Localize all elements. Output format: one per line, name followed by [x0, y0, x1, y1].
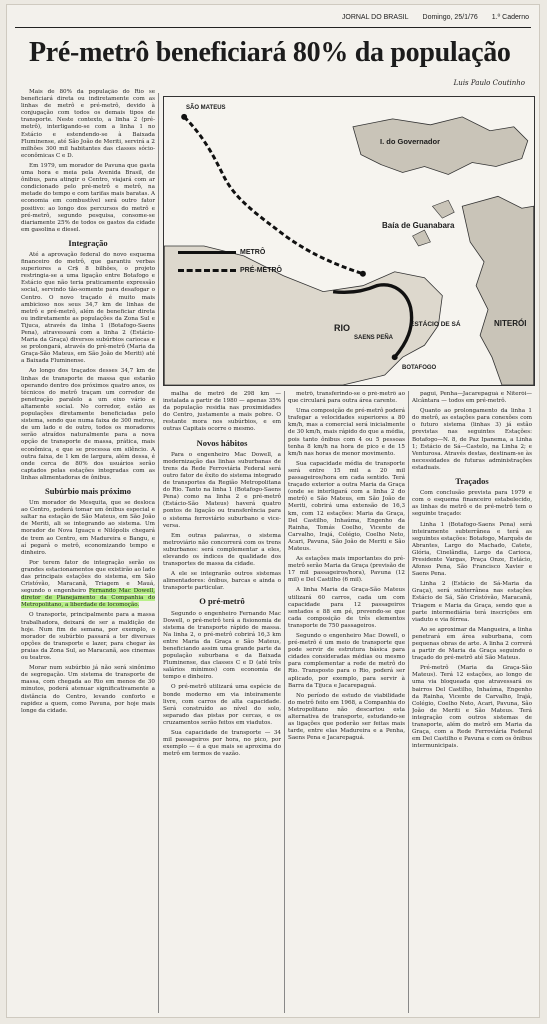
island — [413, 230, 431, 246]
paragraph: O transporte, principalmente para a massa trabalhadora, deixará de ser a maldição de hoje. Num fim de semana, por exemplo, o morador de subúrbio passará a ter diversas opções de transporte e lazer, para chegar às praias da Zona Sul, ao Maracanã, aos cinemas ou teatros. — [21, 612, 155, 662]
highlighted-text: Fernando Mac Dowell, diretor de Planejamento da Companhia do Metropolitano, a liberdade de locomoção. — [21, 588, 155, 609]
subheading-integracao: Integração — [68, 237, 108, 248]
paragraph: Ao se aproximar da Mangueira, a linha penetrará em área suburbana, com pequenas obras de arte. A linha 2 correrá a partir de Maria da Graça seguindo o traçado do pré-metrô até São Mateus. — [412, 626, 532, 662]
label-rio: RIO — [334, 323, 351, 333]
legend-premetro — [178, 267, 282, 274]
label-start: SÃO MATEUS — [186, 105, 226, 111]
column-divider — [284, 391, 285, 1013]
newspaper-page — [6, 4, 540, 1018]
masthead-section: 1.º Caderno — [491, 14, 529, 21]
legend-metro — [178, 249, 265, 256]
station-rio — [360, 271, 366, 277]
paragraph: Para o engenheiro Mac Dowell, a modernização das linhas suburbanas de trens da Rede Ferroviária Federal será outro fator de êxito do sistema integrado de transportes da Região Metropolitana do Rio. Tanto na linha 1 (Botafogo-Saens Pena) como na linha 2 e pré-metrô (Estácio-São Mateus) haverá quatro pontos de ligação ou transferência para o sistema ferroviário suburbano e vice-versa. — [163, 451, 281, 529]
masthead-date: Domingo, 25/1/76 — [422, 14, 478, 21]
paragraph: Morar num subúrbio já não será sinônimo de segregação. Um sistema de transporte de massa, com chegada ao Rio em menos de 30 minutos, poderá atenuar significativamente a distância do Centro, levando conforto e rapidez a quem, como Pavuna, por hoje mais longe da cidade. — [21, 665, 155, 714]
subheading-novos-habitos: Novos hábitos — [196, 437, 248, 448]
paragraph: Segundo o engenheiro Mac Dowell, o pré-metrô é um meio de transporte que pode servir de estrutura básica para cidades consideradas médias ou mesmo para complementar a rede de metrô do Rio. Transposto para o Rio, poderá ser aplicado, por exemplo, para servir à Barra da Tijuca e Jacarepaguá. — [288, 633, 405, 689]
island — [432, 200, 454, 218]
subheading-pre-metro: O pré-metrô — [199, 596, 245, 607]
paragraph — [21, 560, 155, 610]
column-2 — [163, 391, 281, 1013]
paragraph: A ele se integrarão outros sistemas alimentadores: ônibus, barcas e ainda o transporte particular. — [163, 571, 281, 592]
paragraph: metrô, transferindo-se o pré-metrô ao que circulará para outra área carente. — [288, 391, 405, 405]
column-4 — [412, 391, 532, 1013]
paragraph: Em 1979, um morador de Pavuna que gasta uma hora e meia pela Avenida Brasil, de ônibus, para atingir o Centro, viajará com ar condicionado pelo pré-metrô e metrô, na metade do tempo e com tarifas mais baratas. A economia em combustível será outro fator positivo: ao longo dos percursos do metrô e pré-metrô, segundo pesquisa, consome-se diariamente 25% de todos os gastos da cidade em gasolina e diesel. — [21, 162, 155, 233]
masthead-paper: JORNAL DO BRASIL — [341, 14, 409, 21]
column-divider — [408, 391, 409, 1013]
paragraph: Mais de 80% da população do Rio se beneficiará direta ou indiretamente com as linhas de metrô e pré-metrô, devido à conjugação com todos os demais tipos de transporte. Neste contexto, a linha 2 (pré-metrô), interligando-se com a linha 1 no Estácio e estendendo-se à Baixada Fluminense, até São João de Meriti, servirá a 2 milhões 300 mil habitantes das classes sócio-econômicas C e D. — [21, 89, 155, 159]
paragraph: Sua capacidade de transporte — 34 mil passageiros por hora, no pico, por exemplo — é a que mais se aproxima do metrô em termos de vazão. — [163, 730, 281, 758]
byline: Luis Paulo Coutinho — [453, 79, 525, 87]
label-governador: I. do Governador — [380, 137, 441, 146]
paragraph: As estações mais importantes do pré-metrô serão Maria da Graça (previsão de 17 mil passageiros/hora), Pavuna (12 mil) e Del Castilho (6 mil). — [288, 556, 405, 584]
paragraph: Ao longo dos traçados desses 34,7 km de linhas de transporte de massa que estarão operando dentro dos próximos quatro anos, os técnicos do metrô traçam um corredor de penetração paralelo a um eixo vário e altamente social. No corredor, estão as populações diretamente beneficiadas pelo sistema, sendo que numa faixa de 300 metros, de um lado e de outro, todos os moradores serão atraídos naturalmente para a nova opção de transporte de massa, prática, mais econômica, e que se processa em silêncio. A outra faixa, de 1 km de largura, além dessa, é onde cerca de 80% dos usuários serão captados pelas estações integradas com as linhas alimentadoras de ônibus. — [21, 368, 155, 481]
legend-premetro-swatch — [178, 269, 236, 272]
station-start — [181, 114, 187, 120]
label-baia: Baía de Guanabara — [382, 221, 455, 230]
masthead — [342, 14, 529, 21]
paragraph: malha de metrô de 298 km — instalada a partir de 1980 — apenas 35% da população residia nas proximidades do Centro, justamente a mais pobre. O restante mora nos subúrbios, e em outras Capitais ocorre o mesmo. — [163, 391, 281, 433]
paragraph: A linha Maria da Graça-São Mateus utilizará 60 carros, cada um com capacidade para 12 passageiros sentados e 88 em pé, prevendo-se que cada composição de três elementos transporte de 750 passageiros. — [288, 587, 405, 629]
paragraph: Pré-metrô (Maria da Graça-São Mateus). Terá 12 estações, ao longo de uma via bloqueada que atravessará os bairros Del Castilho, Inhaúma, Engenho da Rainha, Vicente de Carvalho, Irajá, Colégio, Coelho Neto, Acari, Pavuna, São João de Meriti e São Mateus. Terá integração com outros sistemas de transporte, além do metrô em Maria da Graça, com a Rede Ferroviária Federal em Del Castilho e Pavuna e com os ônibus intermunicipais. — [412, 665, 532, 750]
column-3 — [288, 391, 405, 1013]
label-estacio: ESTÁCIO DE SÁ — [410, 321, 461, 328]
station-botafogo — [392, 354, 398, 360]
paragraph: Segundo o engenheiro Fernando Mac Dowell, o pré-metrô terá a fisionomia de sistema de transporte rápido de massa. Na linha 2, o pré-metrô cobrirá 16,3 km entre Maria da Graça e São Mateus, beneficiando assim uma grande parte da população suburbana e da Baixada Fluminense, das classes C e D (até três salários mínimos) com economia de tempo e dinheiro. — [163, 610, 281, 681]
label-saens-pena: SAENS PEÑA — [354, 335, 394, 341]
paragraph: Em outras palavras, o sistema metroviário não concorrerá com os trens suburbanos: será complementar a eles, elevando os índices de qualidade dos transportes de massa da cidade. — [163, 532, 281, 568]
paragraph: Quanto ao prolongamento da linha 1 do metrô, as estações para conexões com o futuro sistema (linhas 3) já estão previstas nas seguintes Estações: Botafogo—N. 8, de Paz Ipanema, a Linha 1; Estácio de Sá—Castelo, na Linha 2; e Venturosa. Através destas, destinam-se às necessidades de futuras administrações estaduais. — [412, 408, 532, 471]
paragraph: pagui, Penha—Jacarepaguá e Niterói—Alcântara — todos em pré-metrô. — [412, 391, 532, 405]
column-divider — [158, 93, 159, 1013]
paragraph: O pré-metrô utilizará uma espécie de bonde moderno em via inteiramente livre, com carros de alta capacidade. Será construído ao nível do solo, separado das pistas por cercas, e os cruzamentos serão feitos em viadutos. — [163, 684, 281, 726]
niteroi-land — [462, 196, 534, 385]
text-span: Por terem fator de integração serão os grandes estacionamentos que existirão ao lado das principais estações do sistema, em São Cristóvão, Maracanã, Triagem e Mauá, segundo o engenheiro — [21, 559, 155, 595]
subheading-tracados: Traçados — [455, 476, 489, 487]
label-botafogo: BOTAFOGO — [402, 365, 437, 371]
metro-map — [163, 96, 535, 386]
paragraph: Linha 1 (Botafogo-Saens Pena) será inteiramente subterrânea e terá as seguintes estações: Botafogo, Marquês de Abrantes, Largo do Machado, Catete, Glória, Cinelândia, Largo da Carioca, Presidente Vargas, Praça Onze, Estácio, Afonso Pena, São Francisco Xavier e Saens Pena. — [412, 521, 532, 578]
paragraph: Até a aprovação federal do novo esquema financeiro do metrô, que garantiu verbas superiores a Cr$ 8 bilhões, o projeto restringia-se a uma ligação entre Botafogo e Estácio que não teria praticamente expressão social, servindo tão-somente para desafogar o Centro. O novo traçado é muito mais ambicioso nos seus 34,7 km de linhas de metrô e pré-metrô, além de beneficiar direta ou indiretamente as populações da Zona Sul e Tijuca, através da linha 1 (Botafogo-Saens Pena), atravessará com a linha 2 (Estácio-Maria da Graça) diversos subúrbios cariocas e se prolongará, através do pré-metrô (Maria da Graça-São Mateus, em São João de Meriti) até a Baixada Fluminense. — [21, 251, 155, 365]
map-drawing — [164, 97, 534, 385]
legend-premetro-label: PRÉ-METRÔ — [240, 267, 282, 274]
paragraph: Sua capacidade média de transporte será entre 15 mil a 20 mil passageiros/hora em cada sentido. Terá traçado exterior a outra Maria da Graça (onde se interligará com a linha 2 do metrô) e São Mateus, em São João de Meriti, cobrirá uma extensão de 16,3 km, com 12 estações: Maria da Graça, Del Castilho, Inhaúma, Engenho da Rainha, Tomás Coelho, Vicente de Carvalho, Irajá, Colégio, Coelho Neto, Acari, Pavuna, São João de Meriti e São Mateus. — [288, 460, 405, 552]
subheading-suburbio: Subúrbio mais próximo — [45, 485, 131, 496]
headline: Pré-metrô beneficiará 80% da população — [29, 37, 511, 68]
paragraph: No período de estudo de viabilidade do metrô feito em 1968, a Companhia do Metropolitano não descartou esta alternativa de transporte, estudando-se as ligações que poderão ser feitas mais tarde, entre elas Madureira e a Penha, Saens Pena e Jacarepaguá. — [288, 692, 405, 742]
paragraph: Linha 2 (Estácio de Sá-Maria da Graça), será subterrânea nas estações Estácio de Sá, São Cristóvão, Maracanã, Triagem e Maria da Graça, sendo que a parte intermediária terá inscrições em viaduto e via férrea. — [412, 581, 532, 623]
column-1 — [21, 89, 155, 1014]
paragraph: Um morador de Mesquita, que se desloca ao Centro, poderá tomar um ônibus especial e saltar na estação de São Mateus, em São João de Meriti, ali se integrando ao sistema. Um morador de Nova Iguaçu e Nilópolis chegará de trem ao Centro, em Madureira e Bangu, e aí pegará o metrô, economizando tempo e dinheiro. — [21, 500, 155, 556]
legend-metro-swatch — [178, 251, 236, 254]
top-rule — [15, 27, 531, 28]
paragraph: Com conclusão prevista para 1979 e com o esquema financeiro estabelecido, as linhas de metrô e de pré-metrô tem o seguinte traçado: — [412, 490, 532, 518]
legend-metro-label: METRÔ — [240, 249, 266, 256]
paragraph: Uma composição de pré-metrô poderá trafegar a velocidades superiores a 80 km/h, mas a comercial será inicialmente de 30 km/h, mais rápido do que a média, pois tanto ônibus com 4 ou 5 pessoas tenha 8 km/h na hora de pico e de 15 km/h nas horas de menor movimento. — [288, 408, 405, 457]
label-niteroi: NITERÓI — [494, 319, 527, 328]
